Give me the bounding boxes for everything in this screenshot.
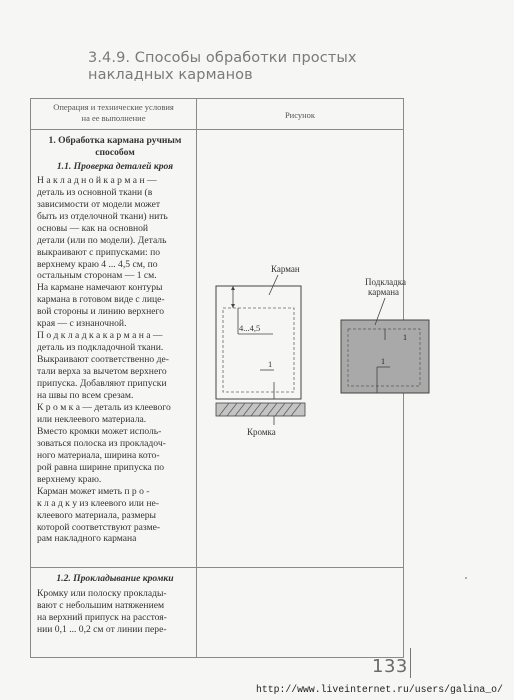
dim-lining-top-label: 1: [403, 333, 407, 342]
label-edge: Кромка: [247, 427, 276, 437]
body-line: припуска. Добавляют припуски: [37, 378, 167, 390]
label-pocket-pointer: [269, 275, 278, 295]
dim-side-label: 1: [268, 359, 273, 369]
body-line: быть из отделочной ткани) нить: [37, 210, 168, 222]
body-line: тали верха за вычетом верхнего: [37, 366, 167, 378]
title-line-2: накладных карманов: [88, 67, 253, 83]
section-1-body: [37, 175, 193, 546]
page-title: [88, 50, 418, 84]
body-line: остальным сторонам — 1 см.: [37, 270, 157, 282]
body-line: края — с изнаночной.: [37, 318, 127, 330]
body-line: верхнему краю.: [37, 473, 102, 485]
body-line: деталь из подкладочной ткани.: [37, 342, 164, 354]
dim-lining-side-label: 1: [381, 357, 385, 366]
dim-arrow-icon: [231, 304, 235, 308]
pocket-seam-line: [223, 308, 294, 392]
pocket-outline: [216, 286, 301, 399]
body-line: основы — как на основной: [37, 222, 149, 234]
body-line: выкраивают с припусками: по: [37, 246, 161, 258]
body-line: П о д к л а д к а к а р м а н а —: [37, 330, 163, 342]
body-line: Кромку или полоску проклады-: [37, 587, 167, 599]
dim-top-label: 4...4,5: [239, 323, 261, 333]
pocket-diagram: [197, 130, 407, 567]
page-number-rule: [410, 648, 411, 678]
header-figure: Рисунок: [284, 110, 316, 120]
body-line: зоваться полоска из прокладоч-: [37, 437, 166, 449]
label-lining-line1: Подкладка: [365, 277, 406, 287]
title-line-1: 3.4.9. Способы обработки простых: [88, 50, 357, 66]
section-2-body: [37, 588, 193, 636]
page-number: 133: [372, 656, 408, 677]
body-line: Карман может иметь п р о -: [37, 485, 150, 497]
label-pocket: Карман: [271, 264, 300, 274]
body-line: или неклеевого материала.: [37, 413, 147, 425]
body-line: На кармане намечают контуры: [37, 282, 163, 294]
body-line: зависимости от модели может: [37, 198, 161, 210]
body-line: детали (или по модели). Деталь: [37, 234, 167, 246]
body-line: рам накладного кармана: [37, 533, 137, 545]
body-line: вой стороны и линию верхнего: [37, 306, 164, 318]
section-1-title: [37, 135, 193, 159]
header-operation-line: на ее выполнение: [81, 113, 146, 123]
body-line: верхнему краю 4 ... 4,5 см, по: [37, 258, 158, 270]
page-speck: [465, 577, 467, 579]
instruction-table: [30, 98, 407, 658]
label-lining-line2: кармана: [368, 287, 400, 297]
body-line: кармана в готовом виде с лице-: [37, 294, 165, 306]
body-line: рой равна ширине припуска по: [37, 461, 165, 473]
section-2-subtitle: 1.2. Прокладывание кромки: [56, 573, 174, 584]
header-operation-line: Операция и технические условия: [53, 102, 174, 112]
section-1-title-line: 1. Обработка кармана ручным: [48, 135, 182, 146]
row-divider: [31, 567, 403, 568]
dim-arrow-icon: [231, 286, 235, 290]
section-1-subtitle: 1.1. Проверка деталей кроя: [56, 160, 174, 172]
body-line: нии 0,1 ... 0,2 см от линии пере-: [37, 623, 167, 635]
body-line: ного материала, ширина кото-: [37, 449, 160, 461]
body-line: на швы по всем срезам.: [37, 390, 134, 402]
section-1: [37, 135, 193, 545]
section-1-title-line: способом: [95, 146, 135, 158]
section-2: [37, 573, 193, 636]
body-line: Выкраивают соответственно де-: [37, 354, 169, 366]
body-line: К р о м к а — деталь из клеевого: [37, 401, 171, 413]
body-line: вают с небольшим натяжением: [37, 599, 165, 611]
body-line: на верхний припуск на расстоя-: [37, 611, 167, 623]
header-operation: [31, 102, 196, 124]
body-line: к л а д к у из клеевого или не-: [37, 497, 159, 509]
body-line: клеевого материала, размеры: [37, 509, 156, 521]
body-line: Н а к л а д н о й к а р м а н —: [37, 174, 157, 186]
body-line: деталь из основной ткани (в: [37, 186, 153, 198]
body-line: Вместо кромки может исполь-: [37, 425, 162, 437]
footer-url: http://www.liveinternet.ru/users/galina_o/: [256, 684, 503, 695]
body-line: которой соответствуют разме-: [37, 521, 161, 533]
